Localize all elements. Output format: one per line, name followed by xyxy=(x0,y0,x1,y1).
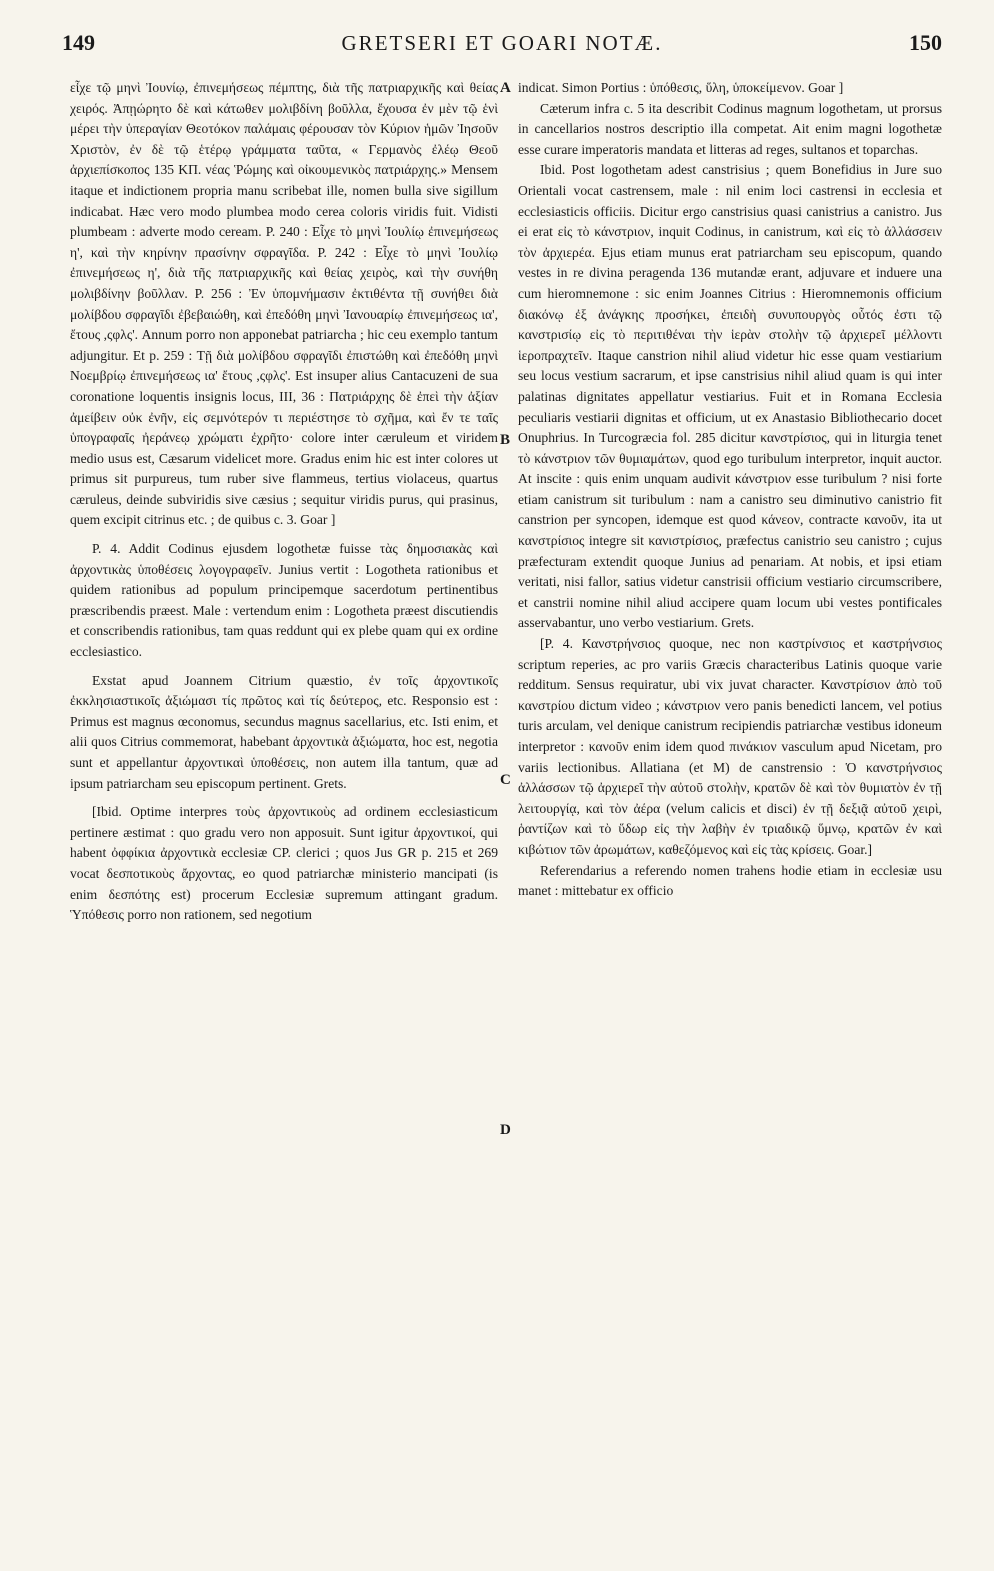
margin-letter-b: B xyxy=(500,432,511,448)
margin-letter-a: A xyxy=(500,80,511,96)
left-paragraph-2: P. 4. Addit Codinus ejusdem logothetæ fuisse τὰς δημοσιακὰς καὶ ἀρχοντικὰς ὑποθέσεις λογογραφεῖν. Junius vertit : Logotheta rationibus et quidem rationibus ad populum principemque sacerdotum pertinentibus præscribendis præest. Male : vertendum enim : Logotheta præest discutiendis et conscribendis rationibus, tam quas reddunt qui ex plebe quam qui ex ordine ecclesiastico. xyxy=(70,541,498,660)
running-title: GRETSERI ET GOARI NOTÆ. xyxy=(341,31,663,55)
left-paragraph-3: Exstat apud Joannem Citrium quæstio, ἐν τοῖς ἀρχοντικοῖς ἐκκλησιαστικοῖς ἀξιώμασι τίς πρῶτος καὶ τίς δεύτερος, etc. Responsio est : Primus est magnus œconomus, secundus magnus sacellarius, etc. Isti enim, et alii quos Citrius commemorat, habebant ἀρχοντικὰ ἀξιώματα, hoc est, negotia sunt et appellantur ἀρχοντικαὶ ὑποθέσεις, non autem illa tantum, quæ ad ipsum patriarcham seu episcopum pertinent. Grets. xyxy=(70,672,498,791)
running-header xyxy=(62,30,942,64)
left-column xyxy=(70,78,498,1558)
right-column xyxy=(518,78,942,1558)
left-paragraph-4: [Ibid. Optime interpres τοὺς ἀρχοντικοὺς ad ordinem ecclesiasticum pertinere æstimat : quo gradu vero non apposuit. Sunt igitur ἀρχοντικοί, qui habent ὀφφίκια ἀρχοντικὰ ecclesiæ CP. clerici ; quos Jus GR p. 215 et 269 vocat δεσποτικοὺς ἄρχοντας, eo quod patriarchæ ministerio mancipati (is enim δεσπότης est) procerum Ecclesiæ supremum attingant gradum. Ὑπόθεσις porro non rationem, sed negotium xyxy=(70,804,498,923)
left-paragraph-1: εἶχε τῷ μηνὶ Ἰουνίῳ, ἐπινεμήσεως πέμπτης, διὰ τῆς πατριαρχικῆς καὶ θείας χειρός. Ἀπῃώρητο δὲ καὶ κάτωθεν μολιβδίνη βοῦλλα, ἔχουσα ἐν μὲν τῷ ἑνὶ μέρει τὴν ὑπεραγίαν Θεοτόκον παλάμαις φέρουσαν τὸν Κύριον ἡμῶν Ἰησοῦν Χριστὸν, ἐν δὲ τῷ ἑτέρῳ γράμματα ταῦτα, « Γερμανὸς ἐλέῳ Θεοῦ ἀρχιεπίσκοπος 135 ΚΠ. νέας Ῥώμης καὶ οἰκουμενικὸς πατριάρχης.» Mensem itaque et indictionem propria manu scribebat ille, nomen bulla sive sigillum indicabat. Hæc vero modo plumbea modo cerea coloris viridis fuit. Vidisti plumbeam : adverte modo ceream. P. 240 : Εἶχε τὸ μηνὶ Ἰουλίῳ ἐπινεμήσεως η', καὶ τὴν κηρίνην πρασίνην σφραγῖδα. P. 242 : Εἶχε τὸ μηνὶ Ἰουλίῳ ἐπινεμήσεως η', διὰ τῆς πατριαρχικῆς καὶ θείας χειρὸς, καὶ τὴν συνήθη μολιβδίνην βοῦλλαν. P. 256 : Ἐν ὑπομνήμασιν ἐκτιθέντα τῇ συνήθει διὰ μολίβδου σφραγῖδι ἐβεβαιώθη, καὶ ἐπεδόθη μηνὶ Ἰανουαρίῳ ἐπινεμήσεως ια', ἔτους ,ςφλς'. Annum porro non apponebat patriarcha ; hic ceu exemplo tantum adjungitur. Et p. 259 : Τῇ διὰ μολίβδου σφραγῖδι ἐπιστώθη καὶ ἐπεδόθη μηνὶ Νοεμβρίῳ ἐπινεμήσεως ια' ἔτους ,ςφλς'. Est insuper alius Cantacuzeni de sua coronatione loquentis insignis locus, III, 36 : Πατριάρχης δὲ ἐπεὶ τὴν ἀξίαν ἀμείβειν οὐκ ἐνῆν, εἰς σεμνότερόν τι περιέστησε τὸ σχῆμα, καὶ ἔν τε ταῖς ὑπογραφαῖς ἠεράνεῳ χρώματι ἐχρῆτο· colore inter cæruleum et viridem medio usus est, Cæsarum videlicet more. Gradus enim hic est inter colores ut primus sit purpureus, tum ruber sive flammeus, tertius violaceus, quartus cæruleus, deinde subviridis sive cæsius ; sequitur viridis purus, qui prasinus, quem excipit citrinus etc. ; de quibus c. 3. Goar ] xyxy=(70,80,498,528)
right-paragraph-5: Referendarius a referendo nomen trahens hodie etiam in ecclesiæ usu manet : mittebatur ex officio xyxy=(518,862,942,899)
right-page-number: 150 xyxy=(908,30,942,55)
right-paragraph-2: Cæterum infra c. 5 ita describit Codinus magnum logothetam, ut prorsus in cancellarios nostros descriptio illa competat. Ait enim magni logothetæ esse curare imperatoris mandata et litteras ad reges, sultanos et toparchas. xyxy=(518,100,942,157)
right-paragraph-4: [P. 4. Κανστρήνσιος quoque, nec non καστρίνσιος et καστρήνσιος scriptum reperies, ac pro variis Græcis characteribus Latinis quoque varie redditum. Sensus requiratur, ubi vix juvat character. Κανστρίσιον ἀπὸ τοῦ κανστρίου dictum video ; κάνστριον vero panis benedicti lancem, vel potius turis arculam, vel denique canistrum recipiendis patriarchæ vestibus idoneum interpretor : κανοῦν enim idem quod πινάκιον vasculum apud Nicetam, pro variis lectionibus. Allatiana (et M) de canstrensio : Ὁ κανστρήνσιος ἀλλάσσων τῷ ἀρχιερεῖ τὴν αὐτοῦ στολὴν, κρατῶν δὲ καὶ τὸν θυμιατὸν ἐν τῇ λειτουργίᾳ, καὶ τὸν ἀέρα (velum calicis et disci) ἐν τῇ δεξιᾷ αὐτοῦ χειρὶ, ῥαντίζων καὶ τὸ ὕδωρ εἰς τὴν λαβὴν ἐν τριαδικῷ ὕμνῳ, κρατῶν ἐν καὶ κιβώτιον τῶν ἀρωμάτων, καθεζόμενος καὶ εἰς τὰς κρίσεις. Goar.] xyxy=(518,636,942,857)
left-page-number: 149 xyxy=(62,30,95,55)
margin-letter-d: D xyxy=(500,1122,511,1138)
margin-letter-c: C xyxy=(500,772,511,788)
right-paragraph-1: indicat. Simon Portius : ὑπόθεσις, ὕλη, ὑποκείμενον. Goar ] xyxy=(518,80,844,95)
right-paragraph-3: Ibid. Post logothetam adest canstrisius ; quem Bonefidius in Jure suo Orientali vocat castrensem, male : nil enim loci castrensi in ecclesia et ecclesiasticis officiis. Dicitur ergo canstrisius quasi canistrius a canistro. Jus ei erat εἰς τὸ κάνστριον, inquit Codinus, in canistrum, καὶ εἰς τὸ ἀλλάσσειν τὸν ἀρχιερέα. Ejus etiam munus erat patriarcham seu episcopum, quando vestes in re divina peragenda 136 mutandæ erant, adjuvare et induere una cum hieromnemone : sic enim Joannes Citrius : Hieromnemonis officium διακόνῳ ἐξ ἀνάγκης προσήκει, ἐπειδὴ συνυπουργὸς οὗτός ἐστι τῷ κανστρισίῳ εἰς τὸ περιτιθέναι τὴν ἱερὰν στολὴν τῷ ἀρχιερεῖ μέλλοντι ἱεροπραχτεῖν. Itaque canstrion nihil aliud videtur hic esse quam vestiarium seu locus vestium sacrarum, et ipse canstrisius nihil aliud quam is qui inter palatinas dignitates appellatur vestiarius. Fuit et in Romana Ecclesia peculiaris vestiarii dignitas et officium, ut ex Anastasio Bibliothecario docet Onuphrius. In Turcogræcia fol. 285 dicitur κανστρίσιος, qui in liturgia tenet τὸ κάνστριον τῶν θυμιαμάτων, quod ego turibulum interpretor, inquit auctor. At inscite : quis enim unquam audivit κάνστριον esse turibulum ? nisi forte etiam canistrum sit turibulum : nam a canistro seu diminutivo canistrio fit canstrion per syncopen, idemque est quod κάνεον, contracte κανοῦν, ita ut κανστρίσιος integre sit κανιστρίσιος, præfectus canistrio seu canistro ; cujus præfecturam extendit quoque Junius ad penariam. At nobis, et ipsi etiam veritati, nisi fallor, satius videtur canstrisii officium vestiario circumscribere, et canstrii nomine nihil aliud accipere quam locum ubi vestes pontificales asservabantur, uno verbo vestiarium. Grets. xyxy=(518,162,942,631)
